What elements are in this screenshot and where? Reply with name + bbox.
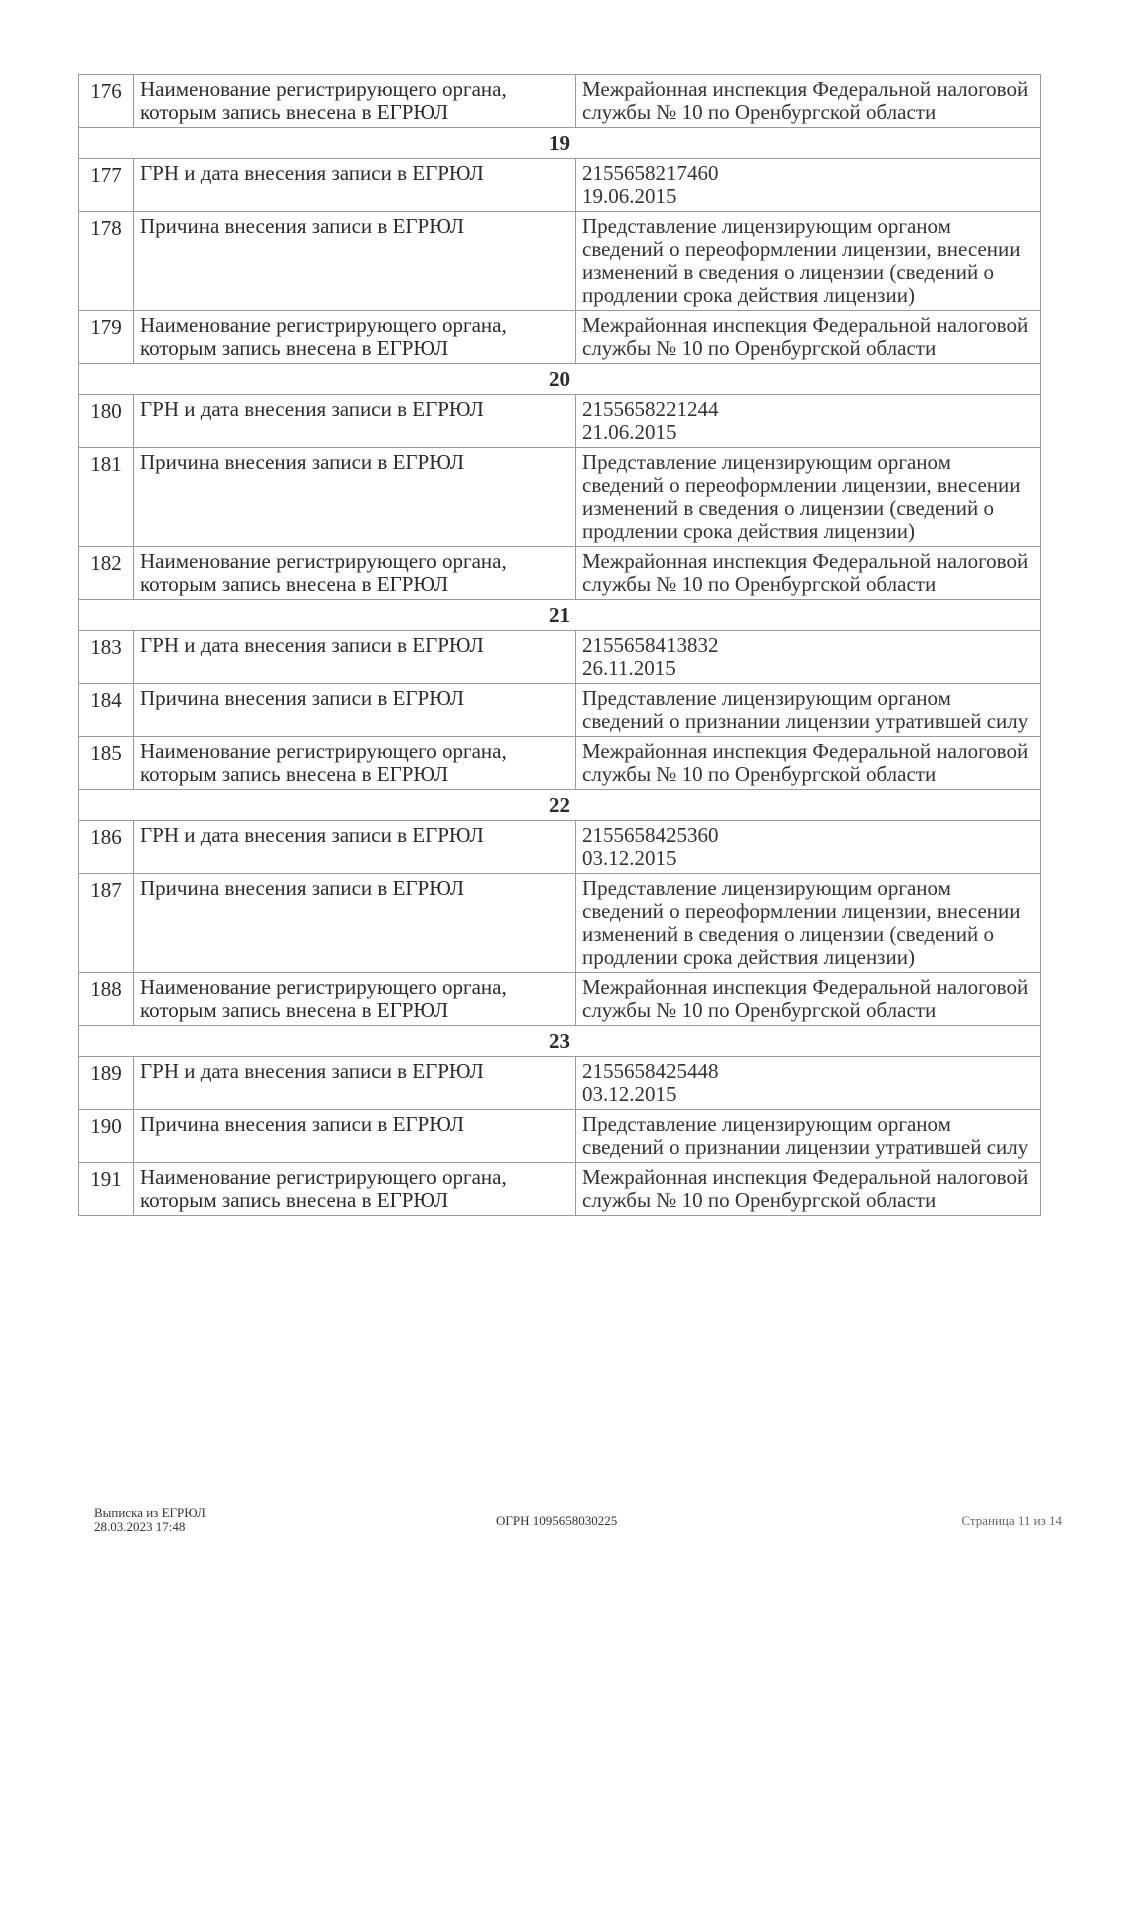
field-value xyxy=(576,448,1041,547)
field-label: Наименование регистрирующего органа, которым запись внесена в ЕГРЮЛ xyxy=(134,311,576,364)
record-row xyxy=(79,821,1041,874)
field-label: ГРН и дата внесения записи в ЕГРЮЛ xyxy=(134,1057,576,1110)
field-value-line: Представление лицензирующим органом сведений о переоформлении лицензии, внесении изменений в сведения о лицензии (сведений о продлении срока действия лицензии) xyxy=(582,876,1021,969)
field-value-line: Межрайонная инспекция Федеральной налоговой службы № 10 по Оренбургской области xyxy=(582,549,1029,596)
field-value-line: 2155658425360 xyxy=(582,823,719,847)
section-number: 21 xyxy=(79,600,1041,631)
field-value xyxy=(576,737,1041,790)
field-value xyxy=(576,1057,1041,1110)
footer-left xyxy=(94,1506,206,1534)
field-value-line: Межрайонная инспекция Федеральной налоговой службы № 10 по Оренбургской области xyxy=(582,313,1029,360)
field-value-line: 19.06.2015 xyxy=(582,184,677,208)
record-row xyxy=(79,1057,1041,1110)
field-value-line: 03.12.2015 xyxy=(582,1082,677,1106)
row-number: 184 xyxy=(79,684,134,737)
row-number: 190 xyxy=(79,1110,134,1163)
record-row xyxy=(79,1110,1041,1163)
row-number: 177 xyxy=(79,159,134,212)
field-value xyxy=(576,1110,1041,1163)
field-label: Причина внесения записи в ЕГРЮЛ xyxy=(134,212,576,311)
field-value xyxy=(576,212,1041,311)
section-header-row xyxy=(79,1026,1041,1057)
row-number: 187 xyxy=(79,874,134,973)
section-number: 23 xyxy=(79,1026,1041,1057)
record-row xyxy=(79,311,1041,364)
field-label: ГРН и дата внесения записи в ЕГРЮЛ xyxy=(134,821,576,874)
record-row xyxy=(79,75,1041,128)
record-row xyxy=(79,1163,1041,1216)
record-row xyxy=(79,631,1041,684)
field-label: Причина внесения записи в ЕГРЮЛ xyxy=(134,874,576,973)
field-value-line: 2155658425448 xyxy=(582,1059,719,1083)
record-row xyxy=(79,973,1041,1026)
row-number: 180 xyxy=(79,395,134,448)
record-row xyxy=(79,448,1041,547)
row-number: 183 xyxy=(79,631,134,684)
field-value xyxy=(576,395,1041,448)
field-value-line: 21.06.2015 xyxy=(582,420,677,444)
field-value xyxy=(576,311,1041,364)
footer-doc-title: Выписка из ЕГРЮЛ xyxy=(94,1505,206,1520)
field-value-line: Представление лицензирующим органом сведений о переоформлении лицензии, внесении изменений в сведения о лицензии (сведений о продлении срока действия лицензии) xyxy=(582,450,1021,543)
field-value-line: Представление лицензирующим органом сведений о признании лицензии утратившей силу xyxy=(582,1112,1029,1159)
field-value-line: 2155658217460 xyxy=(582,161,719,185)
field-label: ГРН и дата внесения записи в ЕГРЮЛ xyxy=(134,159,576,212)
field-value xyxy=(576,874,1041,973)
field-value-line: Представление лицензирующим органом сведений о признании лицензии утратившей силу xyxy=(582,686,1029,733)
field-label: Причина внесения записи в ЕГРЮЛ xyxy=(134,1110,576,1163)
field-value xyxy=(576,973,1041,1026)
field-label: Наименование регистрирующего органа, которым запись внесена в ЕГРЮЛ xyxy=(134,547,576,600)
field-value-line: 2155658413832 xyxy=(582,633,719,657)
section-header-row xyxy=(79,128,1041,159)
field-value xyxy=(576,547,1041,600)
field-label: Наименование регистрирующего органа, которым запись внесена в ЕГРЮЛ xyxy=(134,973,576,1026)
row-number: 186 xyxy=(79,821,134,874)
footer-ogrn: ОГРН 1095658030225 xyxy=(496,1513,618,1528)
section-number: 22 xyxy=(79,790,1041,821)
field-value xyxy=(576,631,1041,684)
section-header-row xyxy=(79,364,1041,395)
section-header-row xyxy=(79,600,1041,631)
record-row xyxy=(79,547,1041,600)
field-value-line: Межрайонная инспекция Федеральной налоговой службы № 10 по Оренбургской области xyxy=(582,77,1029,124)
field-label: Наименование регистрирующего органа, которым запись внесена в ЕГРЮЛ xyxy=(134,75,576,128)
field-label: Наименование регистрирующего органа, которым запись внесена в ЕГРЮЛ xyxy=(134,1163,576,1216)
record-row xyxy=(79,684,1041,737)
field-value-line: 26.11.2015 xyxy=(582,656,676,680)
field-label: Наименование регистрирующего органа, которым запись внесена в ЕГРЮЛ xyxy=(134,737,576,790)
row-number: 185 xyxy=(79,737,134,790)
field-value xyxy=(576,821,1041,874)
field-label: ГРН и дата внесения записи в ЕГРЮЛ xyxy=(134,395,576,448)
record-row xyxy=(79,874,1041,973)
field-value-line: Межрайонная инспекция Федеральной налоговой службы № 10 по Оренбургской области xyxy=(582,1165,1029,1212)
field-value xyxy=(576,75,1041,128)
egrul-records-table xyxy=(78,74,1041,1216)
field-value-line: 2155658221244 xyxy=(582,397,719,421)
record-row xyxy=(79,212,1041,311)
field-label: ГРН и дата внесения записи в ЕГРЮЛ xyxy=(134,631,576,684)
field-value-line: Представление лицензирующим органом сведений о переоформлении лицензии, внесении изменений в сведения о лицензии (сведений о продлении срока действия лицензии) xyxy=(582,214,1021,307)
footer-page-number: Страница 11 из 14 xyxy=(961,1513,1062,1528)
row-number: 176 xyxy=(79,75,134,128)
row-number: 188 xyxy=(79,973,134,1026)
row-number: 182 xyxy=(79,547,134,600)
record-row xyxy=(79,159,1041,212)
field-value xyxy=(576,684,1041,737)
section-number: 19 xyxy=(79,128,1041,159)
row-number: 179 xyxy=(79,311,134,364)
row-number: 181 xyxy=(79,448,134,547)
field-label: Причина внесения записи в ЕГРЮЛ xyxy=(134,448,576,547)
field-value-line: Межрайонная инспекция Федеральной налоговой службы № 10 по Оренбургской области xyxy=(582,975,1029,1022)
row-number: 178 xyxy=(79,212,134,311)
row-number: 191 xyxy=(79,1163,134,1216)
section-number: 20 xyxy=(79,364,1041,395)
field-value-line: 03.12.2015 xyxy=(582,846,677,870)
field-value xyxy=(576,1163,1041,1216)
record-row xyxy=(79,737,1041,790)
footer-datetime: 28.03.2023 17:48 xyxy=(94,1519,186,1534)
record-row xyxy=(79,395,1041,448)
section-header-row xyxy=(79,790,1041,821)
field-value-line: Межрайонная инспекция Федеральной налоговой службы № 10 по Оренбургской области xyxy=(582,739,1029,786)
field-value xyxy=(576,159,1041,212)
row-number: 189 xyxy=(79,1057,134,1110)
field-label: Причина внесения записи в ЕГРЮЛ xyxy=(134,684,576,737)
records-table-body xyxy=(79,75,1041,1216)
